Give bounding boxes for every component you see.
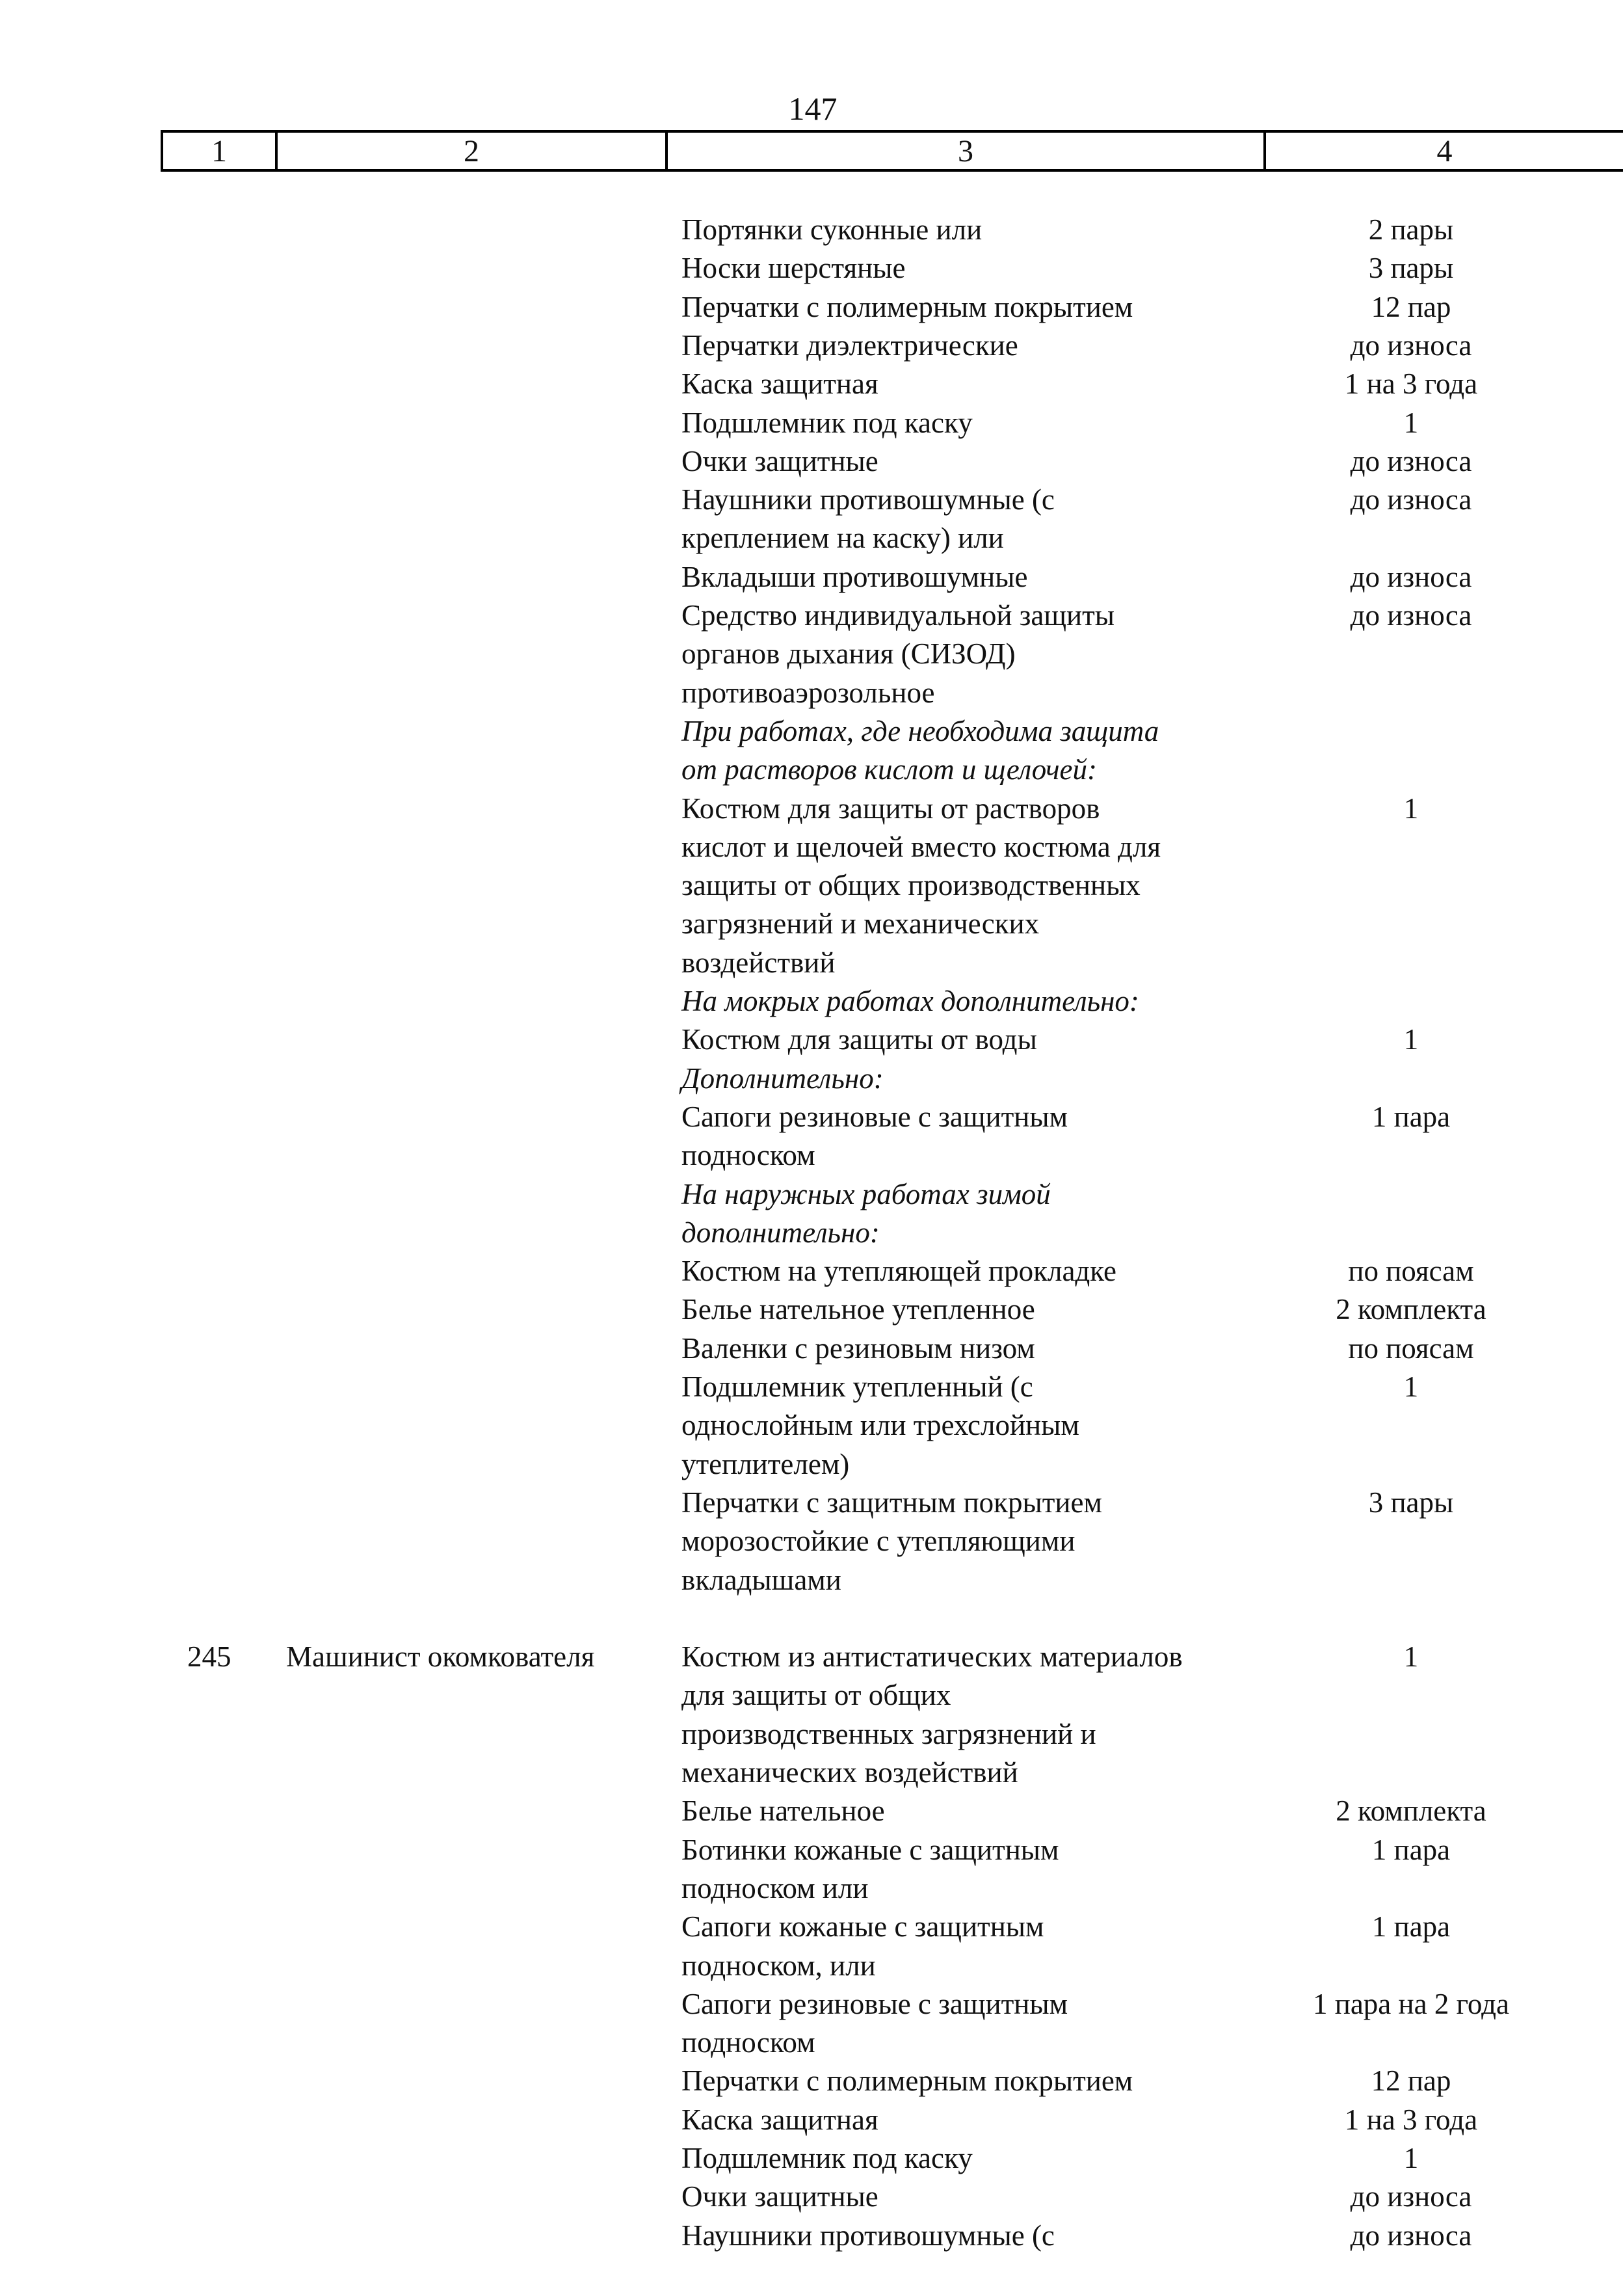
ppe-quantity: 1 пара bbox=[1371, 1833, 1451, 1866]
ppe-item: Перчатки диэлектрические bbox=[681, 328, 1018, 362]
ppe-quantity: 2 комплекта bbox=[1336, 1293, 1486, 1326]
ppe-quantity: 12 пар bbox=[1371, 290, 1451, 323]
ppe-item: Очки защитные bbox=[681, 2180, 878, 2213]
ppe-item: подноском или bbox=[681, 1871, 869, 1904]
ppe-item: Ботинки кожаные с защитным bbox=[681, 1833, 1059, 1866]
ppe-quantity: 1 пара на 2 года bbox=[1313, 1987, 1509, 2020]
header-col-2: 2 bbox=[278, 133, 668, 169]
ppe-item: Вкладыши противошумные bbox=[681, 560, 1028, 593]
ppe-item: дополнительно: bbox=[681, 1216, 880, 1249]
ppe-quantity: 1 bbox=[1403, 792, 1419, 825]
ppe-item: На наружных работах зимой bbox=[681, 1177, 1051, 1210]
ppe-item: Подшлемник под каску bbox=[681, 2142, 973, 2174]
ppe-quantity: 3 пары bbox=[1368, 1486, 1454, 1519]
ppe-item: от растворов кислот и щелочей: bbox=[681, 753, 1098, 786]
ppe-item: При работах, где необходима защита bbox=[681, 714, 1159, 747]
ppe-item: Перчатки с защитным покрытием bbox=[681, 1486, 1102, 1519]
header-col-3: 3 bbox=[668, 133, 1266, 169]
ppe-item: Костюм для защиты от растворов bbox=[681, 792, 1100, 825]
ppe-item: Подшлемник под каску bbox=[681, 406, 973, 439]
ppe-item: Сапоги кожаные с защитным bbox=[681, 1910, 1044, 1943]
job-title: Машинист окомкователя bbox=[286, 1640, 595, 1674]
ppe-quantity: 1 на 3 года bbox=[1344, 367, 1478, 401]
ppe-quantity: до износа bbox=[1350, 599, 1472, 632]
ppe-item: однослойным или трехслойным bbox=[681, 1409, 1079, 1442]
ppe-item: противоаэрозольное bbox=[681, 676, 935, 709]
ppe-item: защиты от общих производственных bbox=[681, 869, 1141, 902]
ppe-item: Сапоги резиновые с защитным bbox=[681, 1100, 1068, 1133]
ppe-quantity: 1 bbox=[1403, 1640, 1419, 1674]
ppe-item: для защиты от общих bbox=[681, 1679, 951, 1712]
ppe-item: кислот и щелочей вместо костюма для bbox=[681, 830, 1161, 863]
ppe-quantity: до износа bbox=[1350, 560, 1472, 593]
ppe-item: Валенки с резиновым низом bbox=[681, 1331, 1035, 1365]
ppe-quantity: 1 пара bbox=[1371, 1910, 1451, 1943]
ppe-quantity: до износа bbox=[1350, 2180, 1472, 2213]
ppe-item: подноском bbox=[681, 1139, 815, 1172]
ppe-item: Белье нательное bbox=[681, 1795, 885, 1828]
ppe-item: утеплителем) bbox=[681, 1447, 850, 1480]
page-number: 147 bbox=[788, 90, 838, 127]
ppe-item: Очки защитные bbox=[681, 444, 878, 477]
ppe-quantity: 1 bbox=[1403, 406, 1419, 439]
ppe-quantity: по поясам bbox=[1348, 1331, 1474, 1365]
ppe-quantity: до износа bbox=[1350, 483, 1472, 516]
ppe-quantity: 3 пары bbox=[1368, 252, 1454, 285]
ppe-item: креплением на каску) или bbox=[681, 522, 1004, 555]
ppe-quantity: 1 bbox=[1403, 1023, 1419, 1056]
table-header bbox=[161, 130, 1623, 172]
row-number: 245 bbox=[187, 1640, 231, 1674]
ppe-item: Дополнительно: bbox=[681, 1061, 884, 1095]
ppe-quantity: 1 пара bbox=[1371, 1100, 1451, 1133]
ppe-item: органов дыхания (СИЗОД) bbox=[681, 637, 1016, 671]
ppe-item: Костюм на утепляющей прокладке bbox=[681, 1255, 1117, 1288]
ppe-quantity: до износа bbox=[1350, 2219, 1472, 2252]
ppe-item: Каска защитная bbox=[681, 367, 878, 401]
ppe-item: вкладышами bbox=[681, 1563, 841, 1596]
ppe-item: подноском bbox=[681, 2026, 815, 2059]
ppe-quantity: 2 комплекта bbox=[1336, 1795, 1486, 1828]
ppe-quantity: до износа bbox=[1350, 328, 1472, 362]
header-col-1: 1 bbox=[161, 133, 278, 169]
header-col-4: 4 bbox=[1436, 133, 1453, 168]
ppe-item: Подшлемник утепленный (с bbox=[681, 1370, 1033, 1403]
ppe-item: Портянки суконные или bbox=[681, 213, 983, 246]
ppe-item: Каска защитная bbox=[681, 2103, 878, 2136]
ppe-item: Средство индивидуальной защиты bbox=[681, 599, 1115, 632]
ppe-item: На мокрых работах дополнительно: bbox=[681, 985, 1139, 1017]
ppe-quantity: 1 bbox=[1403, 1370, 1419, 1403]
ppe-item: подноском, или bbox=[681, 1949, 876, 1982]
ppe-quantity: по поясам bbox=[1348, 1255, 1474, 1288]
ppe-quantity: до износа bbox=[1350, 444, 1472, 477]
ppe-item: механических воздействий bbox=[681, 1756, 1018, 1789]
ppe-item: Носки шерстяные bbox=[681, 252, 906, 285]
ppe-item: Перчатки с полимерным покрытием bbox=[681, 2064, 1133, 2098]
ppe-item: воздействий bbox=[681, 946, 836, 979]
ppe-item: морозостойкие с утепляющими bbox=[681, 1525, 1075, 1558]
ppe-item: Костюм из антистатических материалов bbox=[681, 1640, 1183, 1674]
ppe-item: Перчатки с полимерным покрытием bbox=[681, 290, 1133, 323]
ppe-item: Сапоги резиновые с защитным bbox=[681, 1987, 1068, 2020]
ppe-quantity: 2 пары bbox=[1368, 213, 1454, 246]
ppe-item: производственных загрязнений и bbox=[681, 1717, 1096, 1750]
ppe-item: загрязнений и механических bbox=[681, 907, 1040, 941]
ppe-quantity: 1 на 3 года bbox=[1344, 2103, 1478, 2136]
ppe-quantity: 12 пар bbox=[1371, 2064, 1451, 2098]
ppe-item: Наушники противошумные (с bbox=[681, 2219, 1055, 2252]
ppe-item: Наушники противошумные (с bbox=[681, 483, 1055, 516]
ppe-quantity: 1 bbox=[1403, 2142, 1419, 2174]
ppe-item: Белье нательное утепленное bbox=[681, 1293, 1035, 1326]
ppe-item: Костюм для защиты от воды bbox=[681, 1023, 1037, 1056]
